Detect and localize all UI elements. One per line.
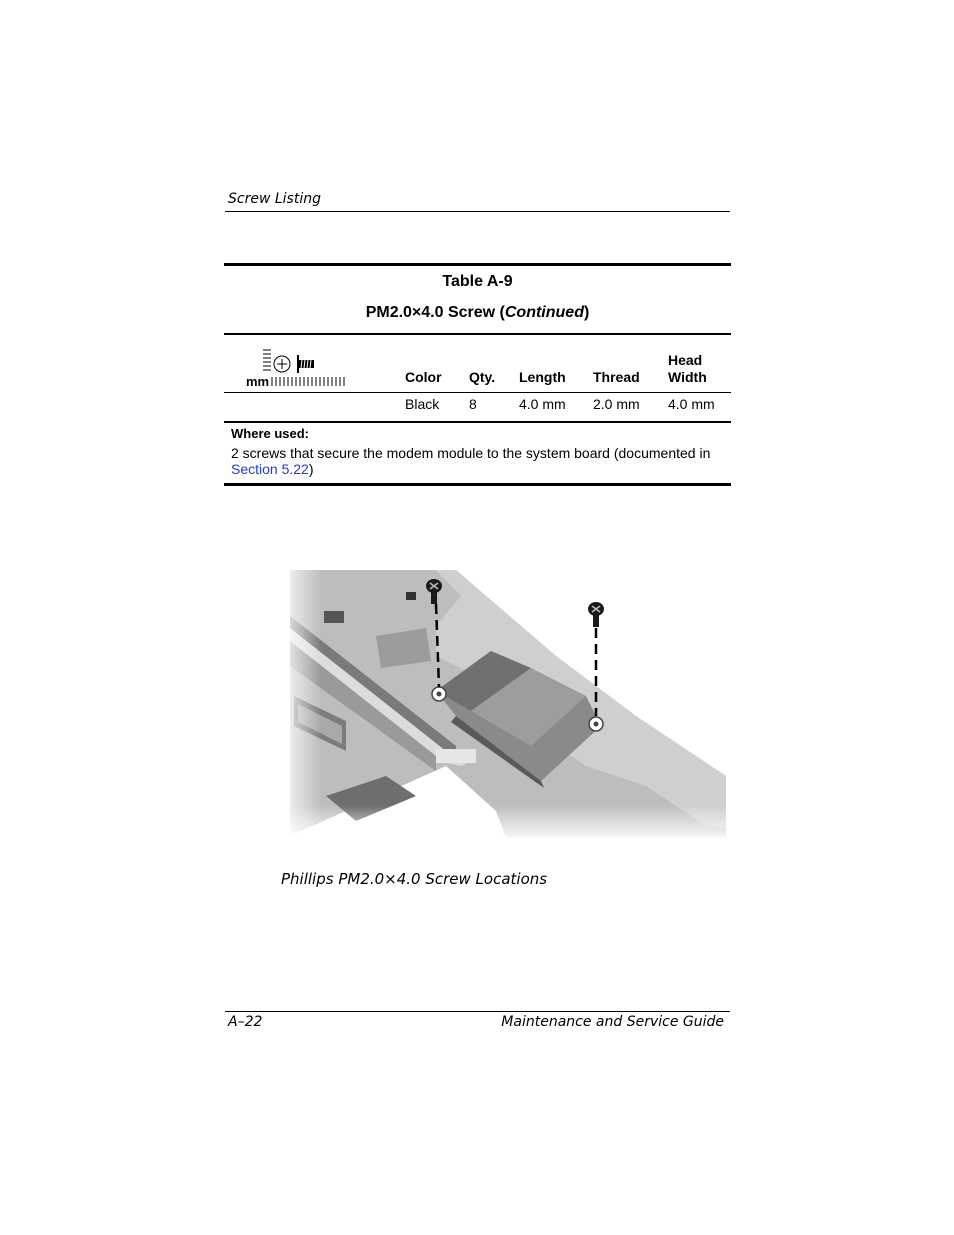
cell-head-width: 4.0 mm	[668, 396, 715, 412]
table-title: PM2.0×4.0 Screw (Continued)	[365, 304, 590, 321]
cell-thread: 2.0 mm	[593, 396, 640, 412]
cell-color: Black	[405, 396, 440, 412]
col-color: Color	[405, 369, 442, 385]
col-thread: Thread	[593, 369, 640, 385]
col-qty: Qty.	[469, 369, 496, 385]
footer-rule	[225, 1011, 730, 1012]
col-length: Length	[519, 369, 566, 385]
modem-screw-illustration	[286, 566, 728, 838]
data-row-rule	[224, 421, 731, 423]
table-bottom-rule	[224, 483, 731, 486]
header-row-rule	[224, 392, 731, 393]
table-number: Table A-9	[442, 273, 513, 290]
running-header: Screw Listing	[228, 191, 321, 207]
section-link[interactable]: Section 5.22	[231, 461, 309, 477]
figure-caption: Phillips PM2.0×4.0 Screw Locations	[281, 870, 548, 888]
where-used-label: Where used:	[231, 426, 310, 441]
table-top-rule	[224, 263, 731, 266]
header-rule	[225, 211, 730, 212]
mm-label: mm	[246, 374, 270, 389]
cell-length: 4.0 mm	[519, 396, 566, 412]
guide-title: Maintenance and Service Guide	[501, 1014, 724, 1030]
col-head-width: Head Width	[668, 352, 707, 385]
table-header-rule	[224, 333, 731, 335]
cell-qty: 8	[469, 396, 477, 412]
where-used-text: 2 screws that secure the modem module to the system board (documented in Section 5.22)	[231, 445, 711, 477]
page-number: A–22	[228, 1014, 263, 1030]
